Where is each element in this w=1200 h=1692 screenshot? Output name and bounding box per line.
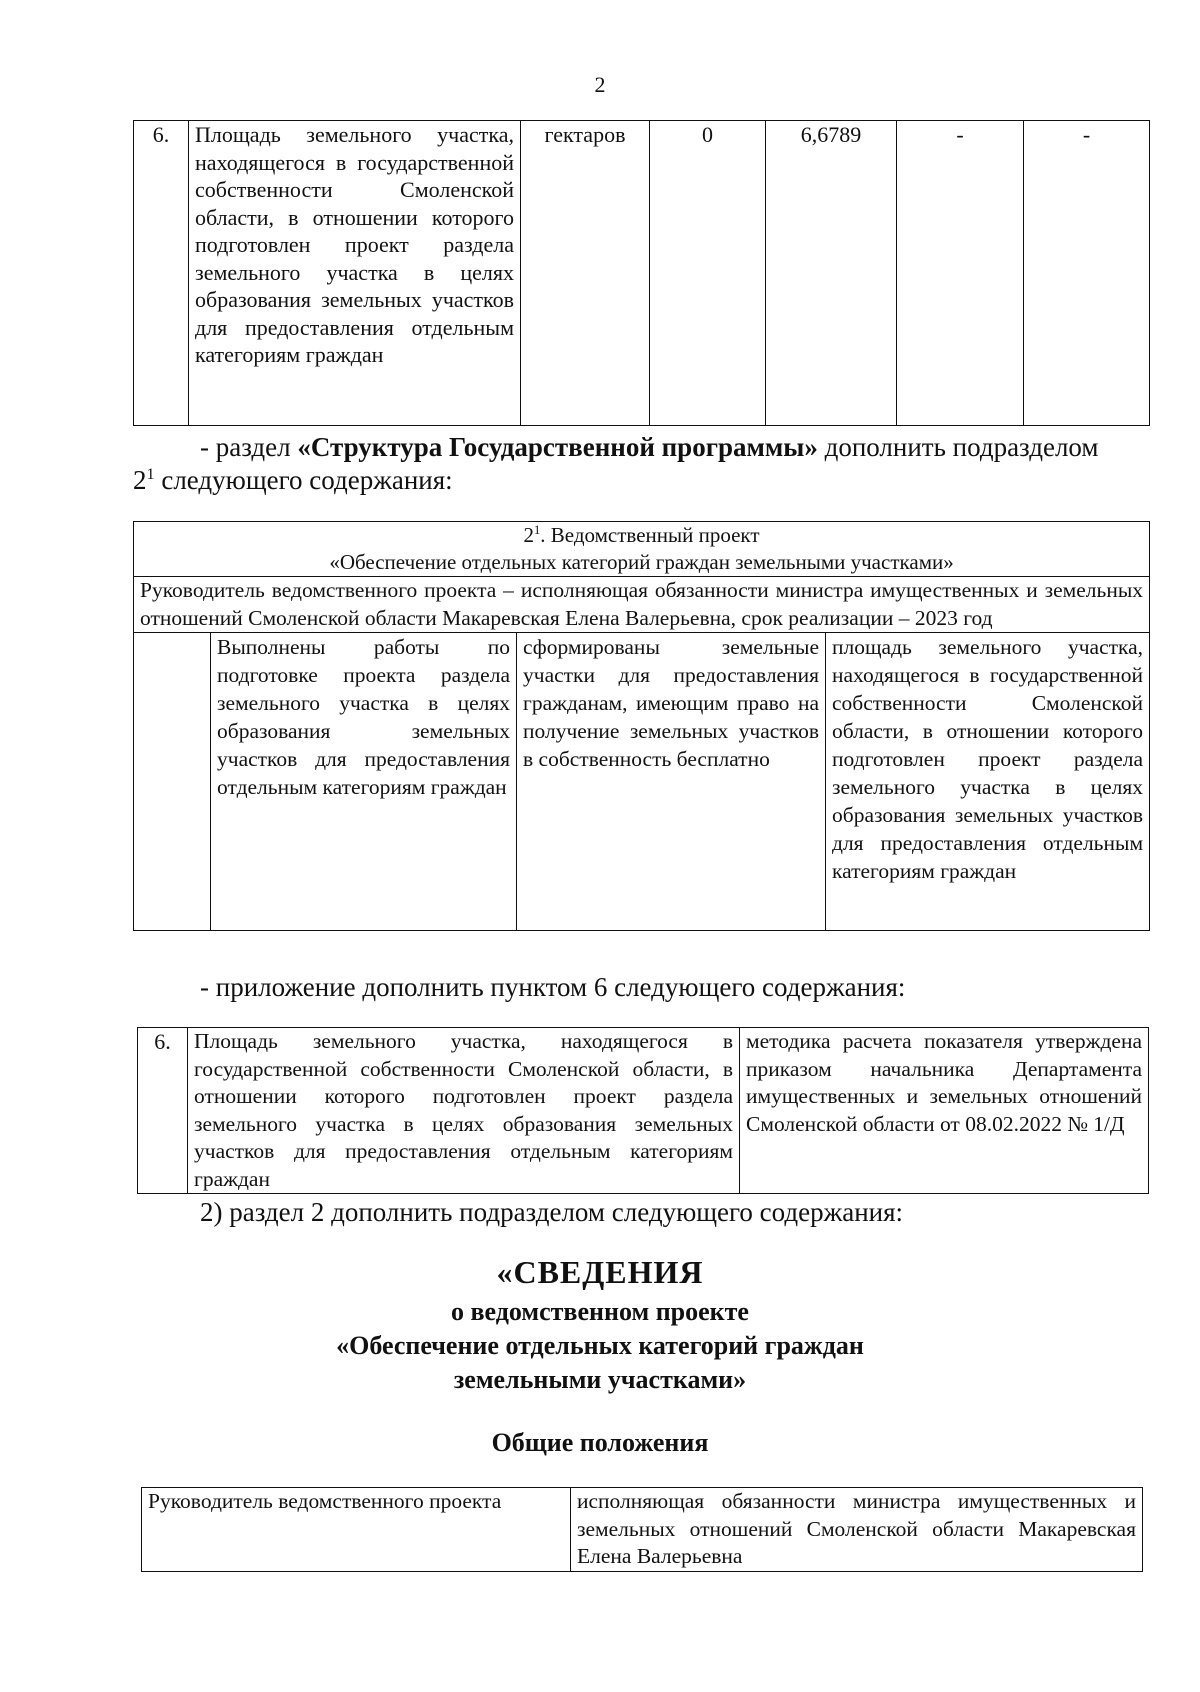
- table-row: [138, 1028, 1149, 1194]
- title-line2: о ведомственном проекте: [451, 1297, 749, 1326]
- project-structure-table: [133, 521, 1150, 931]
- header-line2: «Обеспечение отдельных категорий граждан земельными участками»: [329, 550, 954, 574]
- method-cell: методика расчета показателя утверждена приказом начальника Департамента имущественных и земельных отношений Смоленской области от 08.02.2022 № 1/Д: [740, 1028, 1149, 1194]
- section-name: «Структура Государственной программы»: [297, 432, 818, 462]
- row-number: 6.: [134, 121, 189, 426]
- unit-cell: гектаров: [521, 121, 650, 426]
- project-header: [134, 522, 1150, 577]
- paragraph-structure-line2: [133, 464, 453, 497]
- table-row: [142, 1488, 1143, 1572]
- indicator-name: Площадь земельного участка, находящегося в государственной собственности Смоленской области, в отношении которого подготовлен проект раздела земельного участка в целях образования земельных участков для предоставления отдельным категориям граждан: [188, 1028, 740, 1194]
- paragraph-rest: следующего содержания:: [154, 465, 453, 495]
- indicator-table: [133, 120, 1150, 426]
- paragraph-section2: 2) раздел 2 дополнить подразделом следующего содержания:: [200, 1197, 904, 1227]
- general-provisions-table: [141, 1487, 1143, 1572]
- leader-label: Руководитель ведомственного проекта: [142, 1488, 571, 1572]
- empty-cell: -: [897, 121, 1024, 426]
- title-line4: земельными участками»: [453, 1365, 747, 1394]
- leader-value: исполняющая обязанности министра имущественных и земельных отношений Смоленской области Макаревская Елена Валерьевна: [571, 1488, 1143, 1572]
- subsection-number: 2: [133, 465, 147, 495]
- paragraph-prefix: - раздел: [200, 432, 298, 462]
- title-line1: «СВЕДЕНИЯ: [496, 1254, 704, 1290]
- project-leader: Руководитель ведомственного проекта – исполняющая обязанности министра имущественных и земельных отношений Смоленской области Макаревская Елена Валерьевна, срок реализации – 2023 год: [134, 577, 1150, 633]
- title-line3: «Обеспечение отдельных категорий граждан: [336, 1331, 864, 1360]
- empty-cell: -: [1024, 121, 1150, 426]
- table-header-row: [134, 522, 1150, 577]
- indicator-name: Площадь земельного участка, находящегося в государственной собственности Смоленской области, в отношении которого подготовлен проект раздела земельного участка в целях образования земельных участков для предоставления отдельным категориям граждан: [189, 121, 521, 426]
- paragraph-suffix: дополнить подразделом: [817, 432, 1099, 462]
- page-number: 2: [594, 72, 606, 97]
- empty-cell: [134, 633, 211, 931]
- task-cell: Выполнены работы по подготовке проекта раздела земельного участка в целях образования земельных участков для предоставления отдельным категориям граждан: [211, 633, 517, 931]
- row-number: 6.: [138, 1028, 188, 1194]
- table-row: [134, 121, 1150, 426]
- base-value-cell: 0: [650, 121, 766, 426]
- appendix-table: [137, 1027, 1149, 1194]
- paragraph-structure: [133, 431, 1149, 464]
- header-line1: . Ведомственный проект: [540, 523, 760, 547]
- header-sup: 1: [534, 523, 541, 537]
- paragraph-appendix: - приложение дополнить пунктом 6 следующего содержания:: [200, 972, 906, 1002]
- subsection-sup: 1: [146, 465, 155, 483]
- subtitle: Общие положения: [491, 1428, 709, 1457]
- target-value-cell: 6,6789: [766, 121, 897, 426]
- table-row: [134, 633, 1150, 931]
- header-number: 2: [523, 523, 534, 547]
- effect-cell: сформированы земельные участки для предоставления гражданам, имеющим право на получение земельных участков в собственность бесплатно: [517, 633, 826, 931]
- table-row: [134, 577, 1150, 633]
- indicator-cell: площадь земельного участка, находящегося в государственной собственности Смоленской области, в отношении которого подготовлен проект раздела земельного участка в целях образования земельных участков для предоставления отдельным категориям граждан: [826, 633, 1150, 931]
